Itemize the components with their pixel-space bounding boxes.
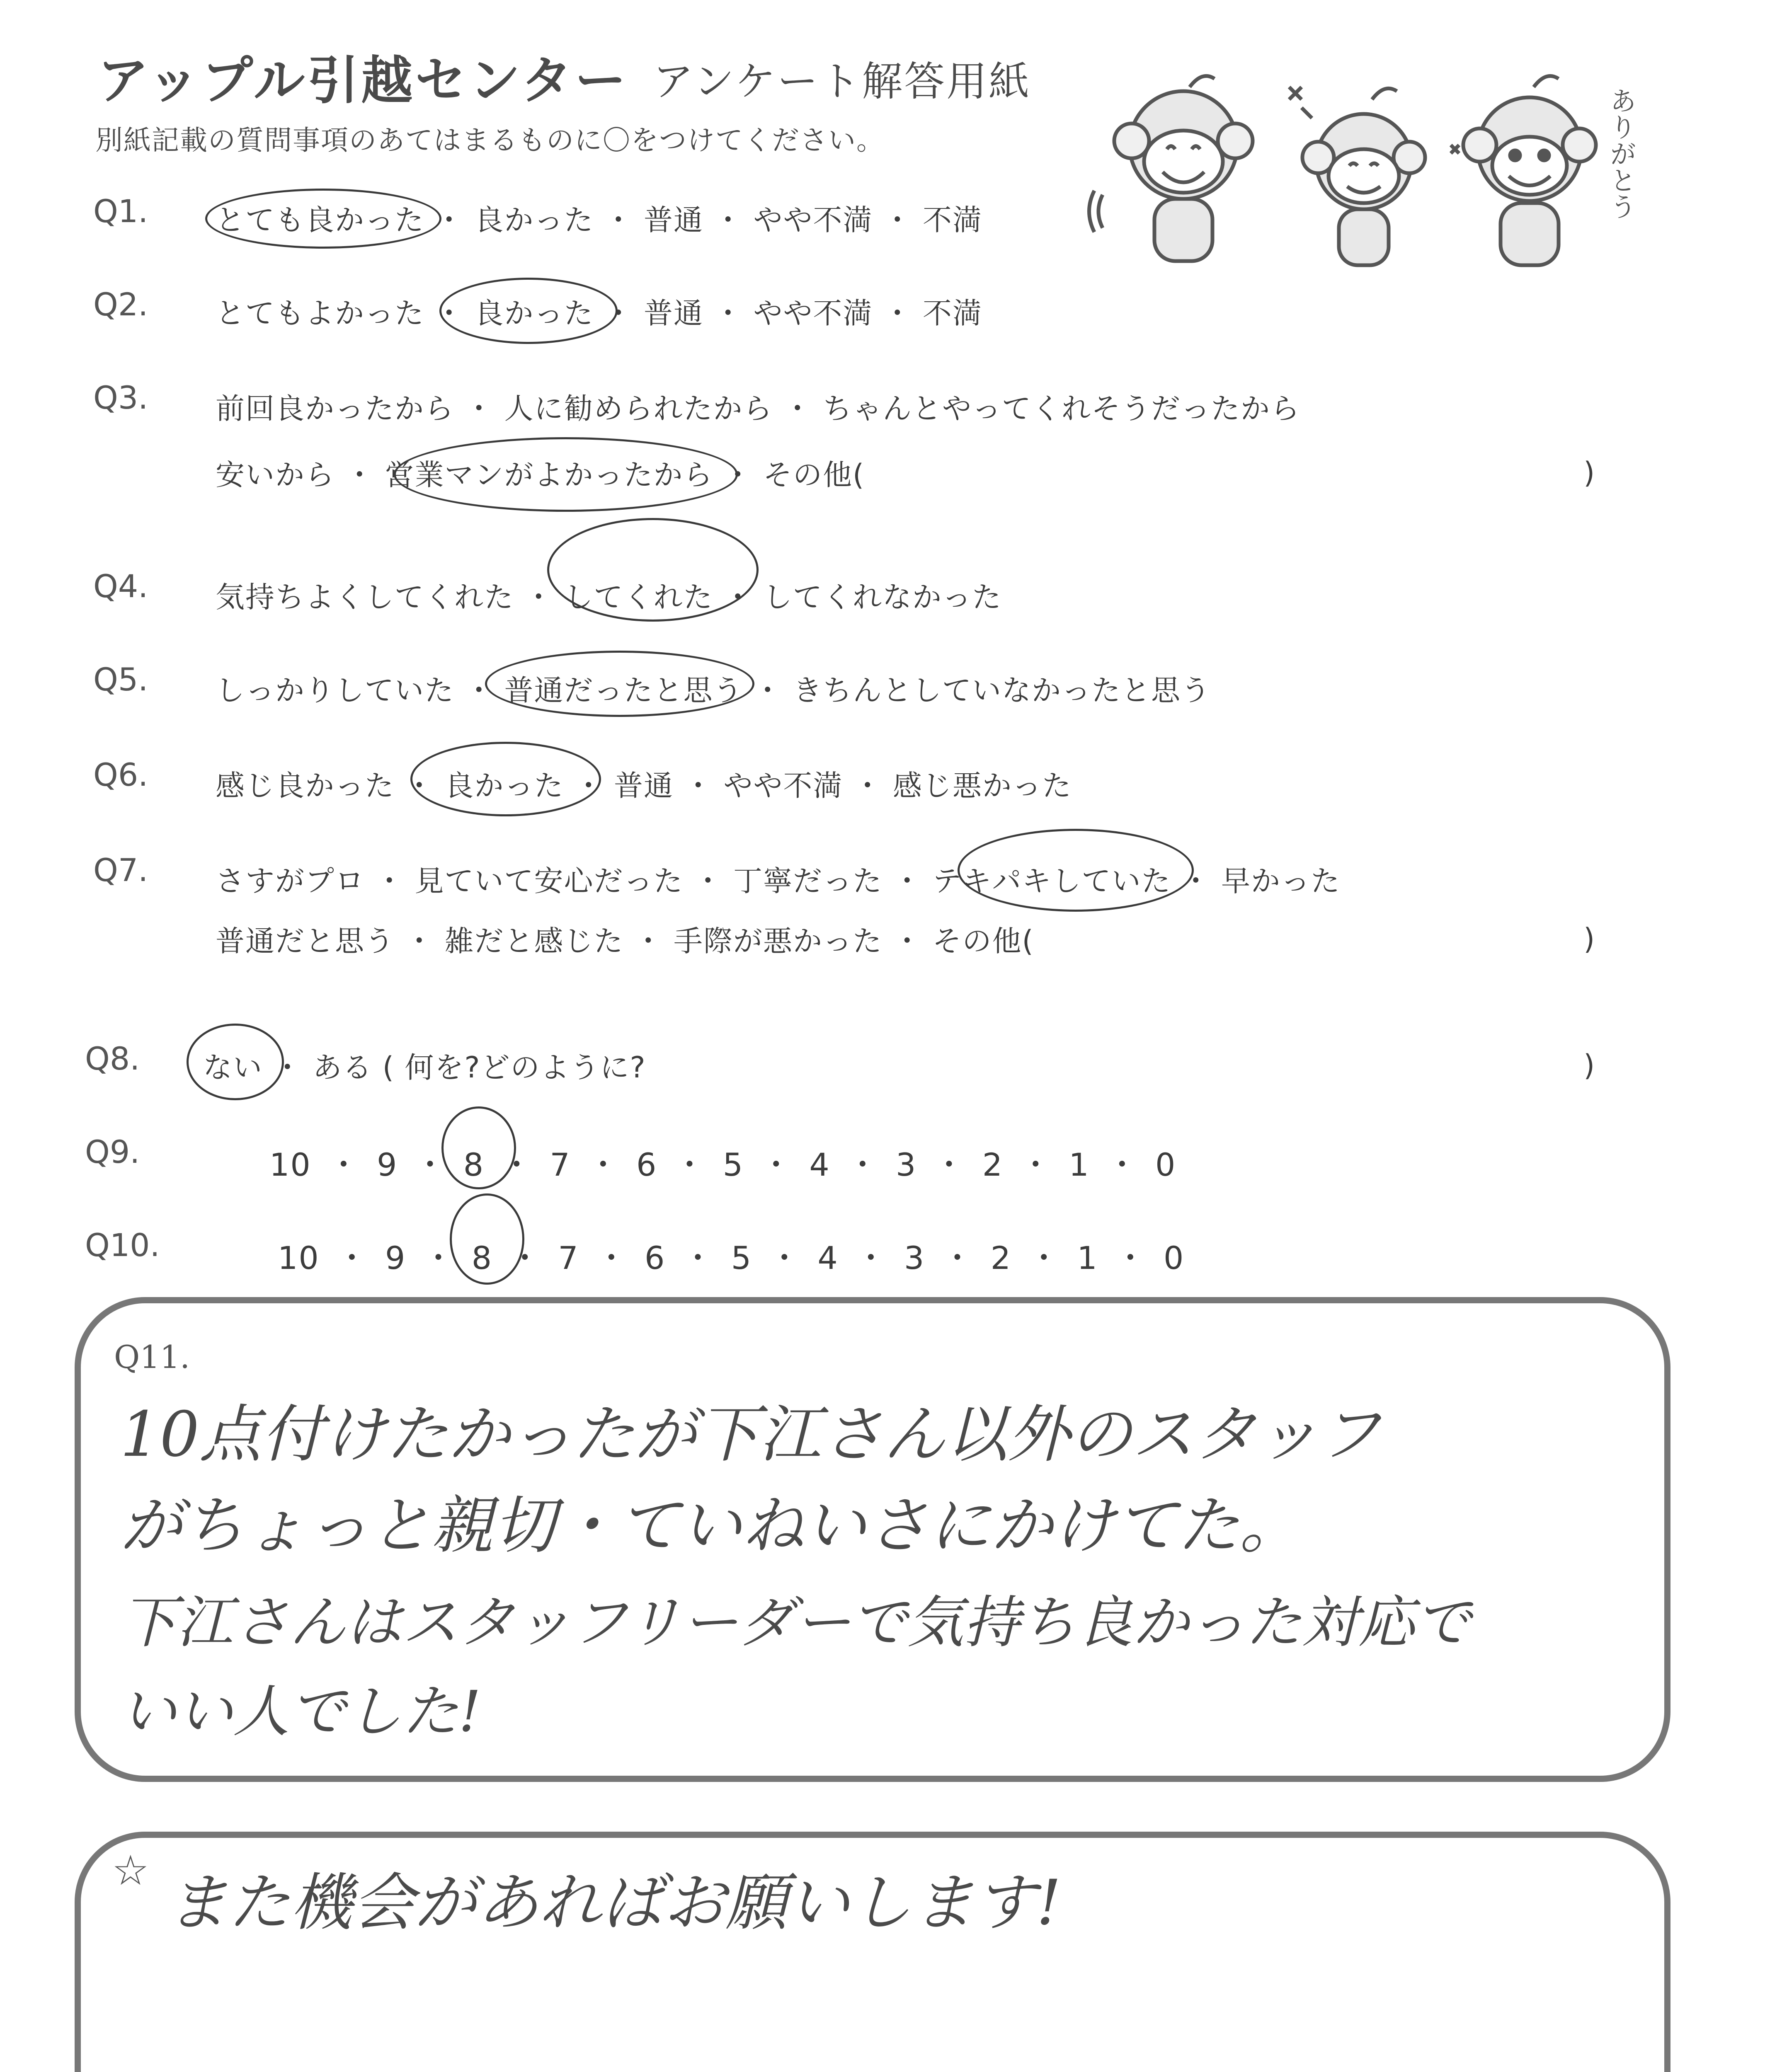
q3-close-paren: )	[1583, 456, 1595, 490]
q7-label: Q7.	[93, 852, 148, 888]
form-subtitle: アンケート解答用紙	[653, 58, 1031, 105]
q1-selection-circle	[205, 189, 441, 249]
q4-options: 気持ちよくしてくれた ・ してくれた ・ してくれなかった	[216, 580, 1002, 614]
q10-selection-circle	[450, 1193, 524, 1285]
q3-label: Q3.	[93, 379, 148, 416]
q4-label: Q4.	[93, 568, 148, 605]
q2-options: とてもよかった ・ 良かった ・ 普通 ・ やや不満 ・ 不満	[216, 296, 983, 330]
q5-options: しっかりしていた ・ 普通だったと思う ・ きちんとしていなかったと思う	[216, 673, 1211, 707]
q10-scale: 10 ・ 9 ・ 8 ・ 7 ・ 6 ・ 5 ・ 4 ・ 3 ・ 2 ・ 1 ・ 0	[278, 1239, 1185, 1276]
q11-answer-line2: がちょっと親切・ていねいさにかけてた。	[120, 1490, 1302, 1562]
q8-selection-circle	[187, 1024, 284, 1100]
q3-selection-circle	[394, 437, 738, 512]
q11-answer-line4: いい人でした!	[120, 1679, 481, 1745]
star-icon: ☆	[112, 1846, 149, 1895]
q6-label: Q6.	[93, 756, 148, 793]
q4-selection-circle	[547, 518, 759, 622]
instruction-text: 別紙記載の質問事項のあてはまるものに〇をつけてください。	[95, 124, 885, 156]
q9-selection-circle	[441, 1106, 516, 1189]
q2-label: Q2.	[93, 286, 148, 323]
q7-close-paren: )	[1583, 922, 1595, 956]
q9-label: Q9.	[85, 1133, 140, 1170]
q8-label: Q8.	[85, 1040, 140, 1077]
q5-selection-circle	[485, 651, 754, 717]
q6-options: 感じ良かった ・ 良かった ・ 普通 ・ やや不満 ・ 感じ悪かった	[216, 769, 1072, 803]
mascot-text: ありがとう	[1605, 87, 1636, 220]
q8-close-paren: )	[1583, 1048, 1595, 1082]
q11-answer-line1: 10点付けたかったが下江さん以外のスタッフ	[120, 1399, 1381, 1471]
q11-label: Q11.	[114, 1339, 190, 1375]
q3-options-line2: 安いから ・ 営業マンがよかったから ・ その他(	[216, 458, 865, 492]
q7-options-line2: 普通だと思う ・ 雑だと感じた ・ 手際が悪かった ・ その他(	[216, 924, 1034, 958]
q5-label: Q5.	[93, 661, 148, 698]
comment-text: また機会があればお願いします!	[166, 1867, 1062, 1939]
monkey-mascots-illustration	[1086, 62, 1658, 278]
q7-selection-circle	[958, 829, 1194, 912]
q2-selection-circle	[439, 278, 618, 344]
form-title: アップル引越センター	[97, 51, 629, 111]
q9-scale: 10 ・ 9 ・ 8 ・ 7 ・ 6 ・ 5 ・ 4 ・ 3 ・ 2 ・ 1 ・ 0	[269, 1146, 1176, 1183]
q7-options-line1: さすがプロ ・ 見ていて安心だった ・ 丁寧だった ・ テキパキしていた ・ 早かった	[216, 864, 1341, 898]
q8-options: ない ・ ある ( 何を?どのように?	[203, 1051, 646, 1084]
q10-label: Q10.	[85, 1227, 160, 1264]
q1-options: とても良かった ・ 良かった ・ 普通 ・ やや不満 ・ 不満	[216, 203, 983, 237]
q1-label: Q1.	[93, 193, 148, 230]
q3-options-line1: 前回良かったから ・ 人に勧められたから ・ ちゃんとやってくれそうだったから	[216, 392, 1301, 426]
q6-selection-circle	[410, 742, 601, 816]
q11-answer-line3: 下江さんはスタッフリーダーで気持ち良かった対応で	[120, 1590, 1471, 1656]
